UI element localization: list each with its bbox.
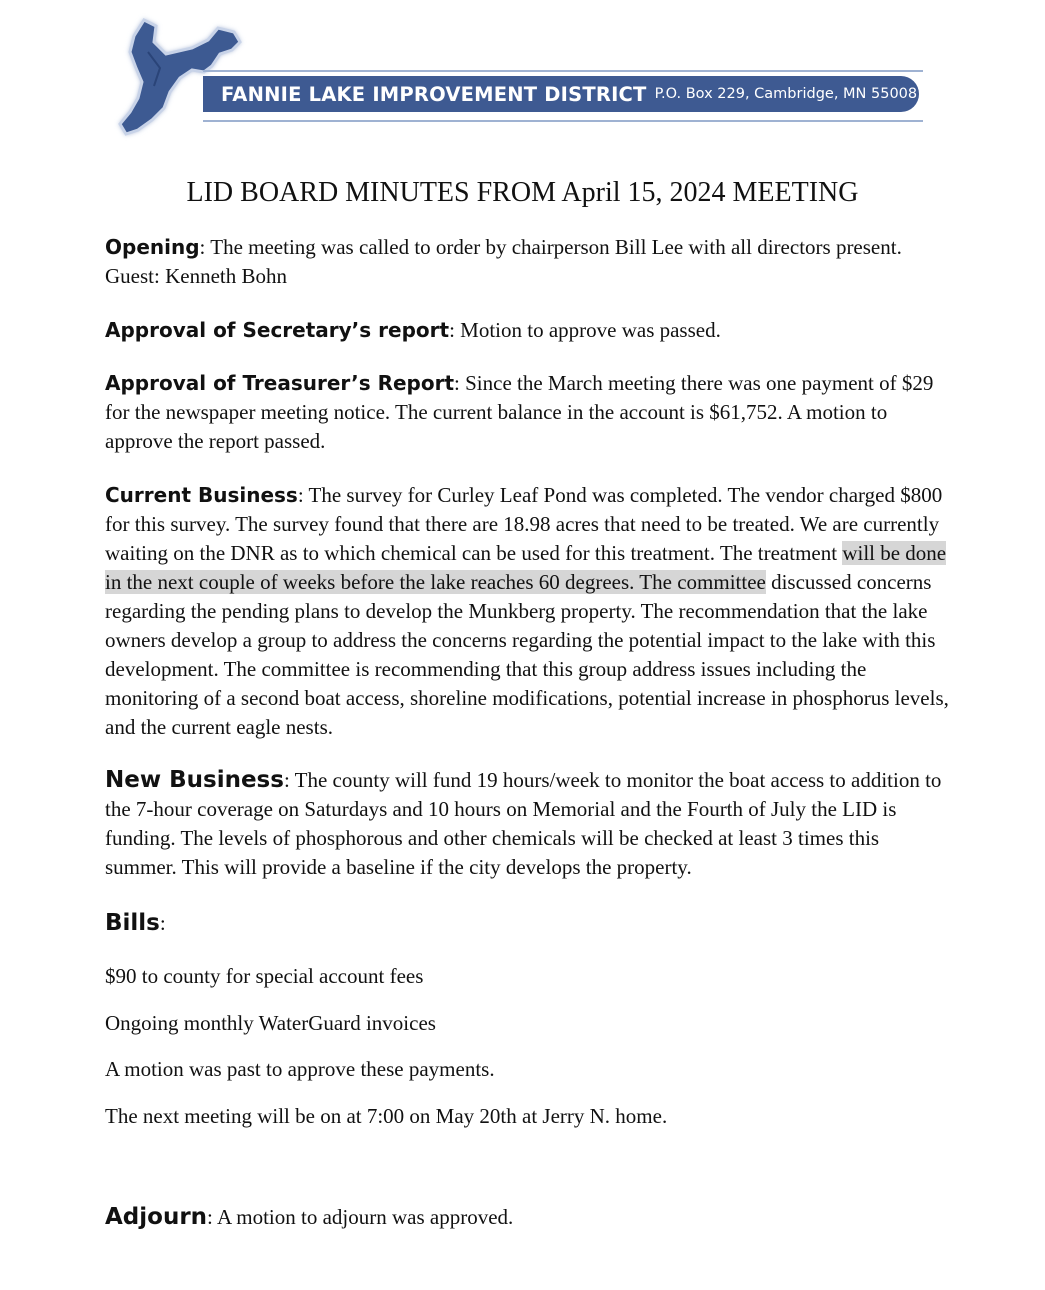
document-title: LID BOARD MINUTES FROM April 15, 2024 MEETING bbox=[186, 177, 859, 208]
org-address: P.O. Box 229, Cambridge, MN 55008 bbox=[654, 86, 918, 102]
current-business-text-before: : The survey for Curley Leaf Pond was completed. The vendor charged $800 for this survey. The survey found that there are 18.98 acres that need to be treated. We are currently waiting on the DNR as to which chemical can be used for this treatment. The treatment bbox=[105, 483, 943, 565]
opening-guest: Guest: Kenneth Bohn bbox=[105, 264, 287, 288]
bills-colon: : bbox=[159, 911, 166, 935]
new-business-text: : The county will fund 19 hours/week to monitor the boat access to addition to the 7-hour coverage on Saturdays and 10 hours on Memorial and the Fourth of July the LID is funding. The levels of phosphorous and other chemicals will be checked at least 3 times this summer. This will provide a baseline if the city develops the property. bbox=[105, 768, 942, 879]
secretary-section bbox=[105, 316, 955, 345]
current-business-section bbox=[105, 481, 955, 742]
treasurer-text: : Since the March meeting there was one payment of $29 for the newspaper meeting notice. The current balance in the account is $61,752. A motion to approve the report passed. bbox=[105, 371, 934, 453]
bills-item: $90 to county for special account fees bbox=[105, 964, 424, 988]
bills-heading-line bbox=[105, 909, 166, 938]
current-business-text-after: discussed concerns regarding the pending plans to develop the Munkberg property. The recommendation that the lake owners develop a group to address the concerns regarding the potential impact to the lake with this development. The committee is recommending that this group address issues including the monitoring of a second boat access, shoreline modifications, potential increase in phosphorus levels, and the current eagle nests. bbox=[105, 570, 949, 739]
adjourn-heading: Adjourn bbox=[105, 1204, 208, 1230]
opening-text: : The meeting was called to order by chairperson Bill Lee with all directors present. bbox=[199, 235, 902, 259]
bills-item: A motion was past to approve these payments. bbox=[105, 1057, 495, 1081]
next-meeting-note: The next meeting will be on at 7:00 on May 20th at Jerry N. home. bbox=[105, 1104, 668, 1128]
opening-heading: Opening bbox=[105, 235, 200, 259]
treasurer-heading: Approval of Treasurer’s Report bbox=[105, 371, 455, 395]
secretary-text: : Motion to approve was passed. bbox=[449, 318, 721, 342]
org-name: FANNIE LAKE IMPROVEMENT DISTRICT bbox=[221, 82, 647, 106]
banner-bar bbox=[203, 76, 919, 112]
banner-rule-top bbox=[203, 70, 923, 72]
treasurer-section bbox=[105, 369, 955, 456]
new-business-section bbox=[105, 766, 955, 882]
adjourn-section bbox=[105, 1203, 513, 1232]
letterhead-banner bbox=[203, 70, 923, 122]
banner-rule-bottom bbox=[203, 120, 923, 122]
new-business-heading: New Business bbox=[105, 767, 284, 793]
bills-item: Ongoing monthly WaterGuard invoices bbox=[105, 1011, 436, 1035]
current-business-highlighted-text: will be done in the next couple of weeks before the lake reaches 60 degrees. The committee bbox=[105, 541, 947, 594]
adjourn-text: : A motion to adjourn was approved. bbox=[207, 1205, 514, 1229]
bills-heading: Bills bbox=[105, 910, 160, 936]
current-business-heading: Current Business bbox=[105, 483, 298, 507]
letterhead bbox=[108, 12, 928, 144]
secretary-heading: Approval of Secretary’s report bbox=[105, 318, 450, 342]
opening-section bbox=[105, 233, 955, 291]
